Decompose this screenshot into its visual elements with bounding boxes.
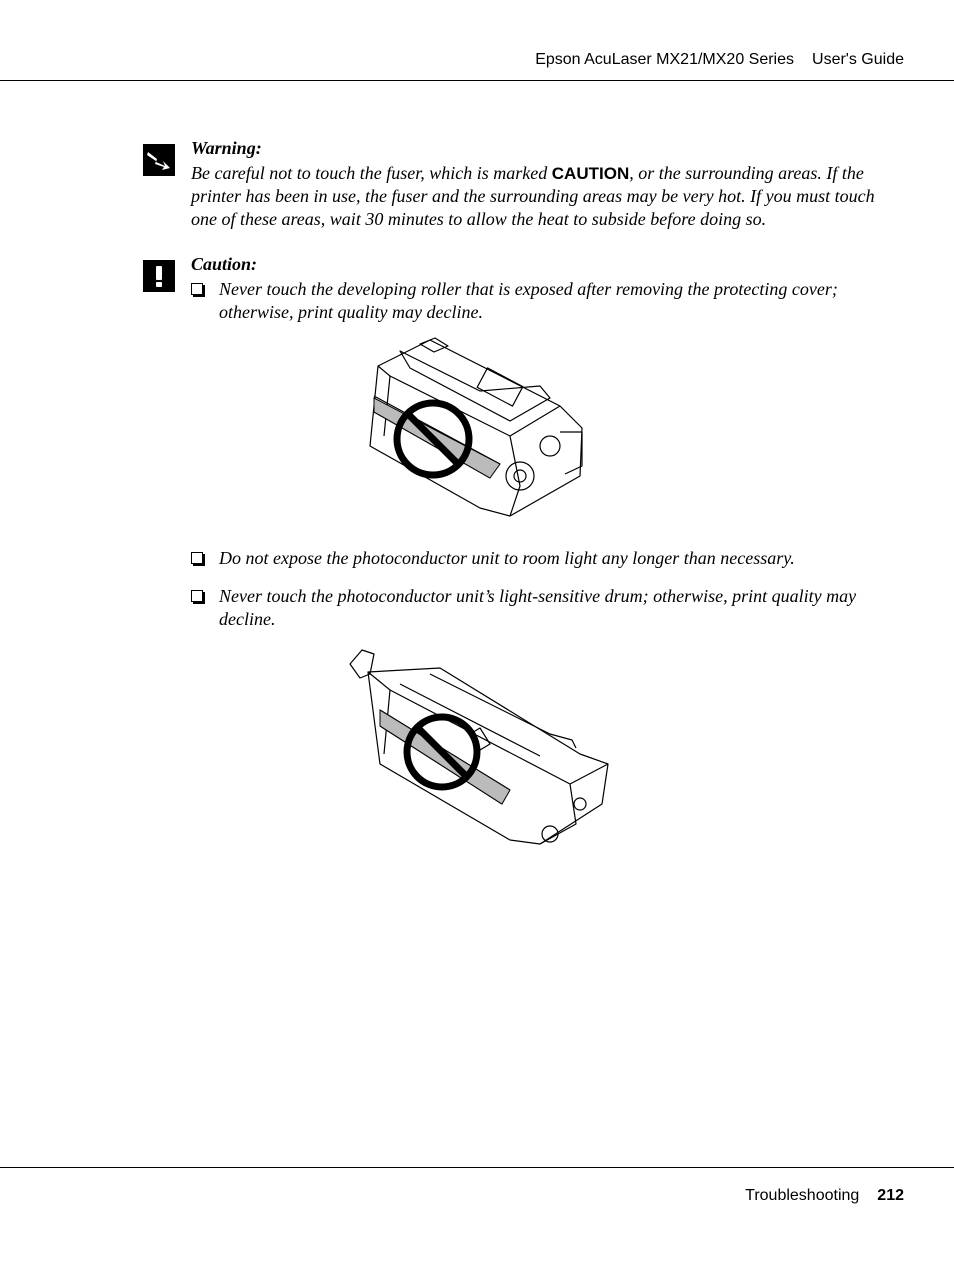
photoconductor-drum-illustration: [340, 644, 612, 854]
warning-title: Warning:: [191, 138, 262, 158]
exclamation-icon: [143, 260, 175, 292]
checkbox-bullet-icon: [191, 590, 203, 602]
caution-item-text: Do not expose the photoconductor unit to room light any longer than necessary.: [219, 548, 795, 568]
running-header: [535, 51, 904, 69]
footer-rule: [0, 1167, 954, 1168]
caution-item-text: Never touch the developing roller that is exposed after removing the protecting cover; otherwise, print quality may decline.: [219, 279, 838, 322]
running-footer: [745, 1187, 904, 1205]
checkbox-bullet-icon: [191, 552, 203, 564]
warning-text: [191, 162, 891, 231]
page-number: 212: [877, 1187, 904, 1204]
warning-text-before: Be careful not to touch the fuser, which is marked: [191, 163, 552, 183]
warning-text-after: , or the surrounding areas. If the printer has been in use, the fuser and the surrounding areas may be very hot. If you must touch one of these areas, wait 30 minutes to allow the heat to subside before doing so.: [191, 163, 875, 229]
header-rule: [0, 80, 954, 81]
caution-title: Caution:: [191, 254, 258, 274]
footer-section: Troubleshooting: [745, 1187, 860, 1204]
header-guide: User's Guide: [812, 51, 904, 68]
warning-emphasis: CAUTION: [551, 164, 630, 183]
caution-item-3: [191, 585, 891, 631]
caution-item-2: [191, 547, 891, 570]
developing-roller-illustration: [360, 336, 590, 518]
header-product: Epson AcuLaser MX21/MX20 Series: [535, 51, 795, 68]
caution-item-1: [191, 278, 891, 324]
checkbox-bullet-icon: [191, 283, 203, 295]
caution-item-text: Never touch the photoconductor unit’s light-sensitive drum; otherwise, print quality may decline.: [219, 586, 857, 629]
lightning-bolt-icon: [143, 144, 175, 176]
